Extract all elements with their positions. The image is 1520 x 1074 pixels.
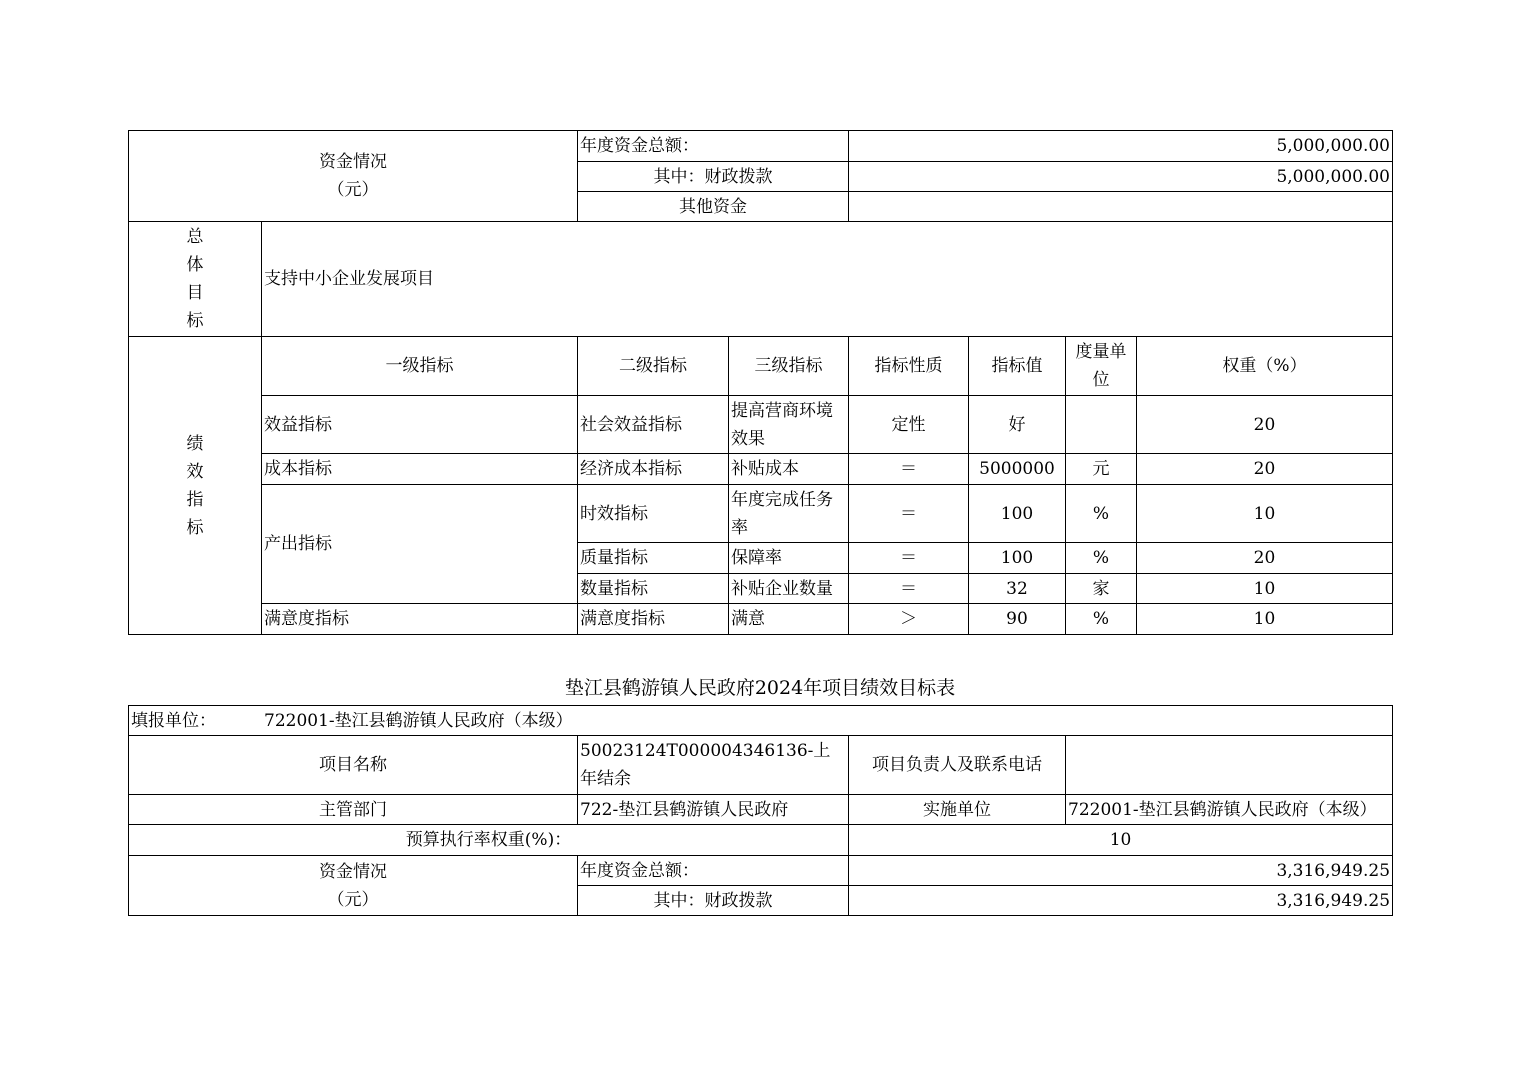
weight-cell: 10 <box>1137 574 1393 604</box>
impl-label: 实施单位 <box>849 795 1066 825</box>
reporting-unit-label: 填报单位： <box>131 710 216 731</box>
level2-cell: 经济成本指标 <box>578 454 729 485</box>
unit-cell: 家 <box>1066 574 1137 604</box>
weight-cell: 20 <box>1137 543 1393 574</box>
unit-cell: % <box>1066 485 1137 543</box>
table-row <box>129 604 1393 635</box>
fiscal-label: 其中：财政拨款 <box>578 886 849 916</box>
weight-cell: 20 <box>1137 396 1393 454</box>
weight-cell: 20 <box>1137 454 1393 485</box>
funding-label: 资金情况 <box>319 861 387 882</box>
level3-cell: 提高营商环境效果 <box>729 396 849 454</box>
fiscal-value: 5,000,000.00 <box>849 162 1393 192</box>
header-level1: 一级指标 <box>262 337 578 396</box>
fiscal-value: 3,316,949.25 <box>849 886 1393 916</box>
budget-weight-value: 10 <box>849 825 1393 856</box>
reporting-unit-value: 722001-垫江县鹤游镇人民政府（本级） <box>264 710 573 731</box>
header-nature: 指标性质 <box>849 337 969 396</box>
level3-cell: 保障率 <box>729 543 849 574</box>
impl-value: 722001-垫江县鹤游镇人民政府（本级） <box>1066 795 1393 825</box>
nature-cell: ＝ <box>849 543 969 574</box>
unit-cell: % <box>1066 604 1137 635</box>
perf-char: 标 <box>186 517 204 538</box>
dept-label: 主管部门 <box>129 795 578 825</box>
perf-char: 效 <box>186 461 204 482</box>
contact-label: 项目负责人及联系电话 <box>849 736 1066 795</box>
level1-cell: 效益指标 <box>262 396 578 454</box>
overall-goal-label <box>129 222 262 337</box>
annual-total-label: 年度资金总额： <box>578 131 849 162</box>
performance-table-top <box>128 130 1393 635</box>
level3-cell: 年度完成任务率 <box>729 485 849 543</box>
funding-label: 资金情况 <box>319 152 387 172</box>
value-cell: 5000000 <box>969 454 1066 485</box>
funding-label-cell <box>129 856 578 916</box>
goal-char: 体 <box>186 255 204 275</box>
funding-unit: （元） <box>327 180 379 200</box>
level3-cell: 补贴企业数量 <box>729 574 849 604</box>
goal-char: 目 <box>186 283 204 303</box>
nature-cell: ＝ <box>849 574 969 604</box>
nature-cell: ＝ <box>849 454 969 485</box>
weight-cell: 10 <box>1137 485 1393 543</box>
perf-char: 指 <box>186 489 204 510</box>
goal-char: 总 <box>186 227 204 247</box>
table-row <box>129 485 1393 543</box>
header-weight: 权重（%） <box>1137 337 1393 396</box>
unit-cell: 元 <box>1066 454 1137 485</box>
header-level3: 三级指标 <box>729 337 849 396</box>
value-cell: 100 <box>969 543 1066 574</box>
weight-cell: 10 <box>1137 604 1393 635</box>
header-level2: 二级指标 <box>578 337 729 396</box>
unit-cell <box>1066 396 1137 454</box>
level2-cell: 数量指标 <box>578 574 729 604</box>
value-cell: 32 <box>969 574 1066 604</box>
annual-total-value: 5,000,000.00 <box>849 131 1393 162</box>
level1-cell: 产出指标 <box>262 485 578 604</box>
reporting-unit-row <box>129 706 1393 736</box>
level1-cell: 成本指标 <box>262 454 578 485</box>
level2-cell: 质量指标 <box>578 543 729 574</box>
level1-cell: 满意度指标 <box>262 604 578 635</box>
project-name-value: 50023124T000004346136-上年结余 <box>578 736 849 795</box>
funding-label-cell <box>129 131 578 222</box>
other-funds-label: 其他资金 <box>578 192 849 222</box>
nature-cell: ＝ <box>849 485 969 543</box>
header-unit: 度量单位 <box>1066 337 1137 396</box>
budget-weight-label: 预算执行率权重(%)： <box>129 825 849 856</box>
other-funds-value <box>849 192 1393 222</box>
nature-cell: ＞ <box>849 604 969 635</box>
goal-char: 标 <box>186 311 204 331</box>
level2-cell: 社会效益指标 <box>578 396 729 454</box>
funding-unit: （元） <box>327 889 379 910</box>
performance-indicator-label <box>129 337 262 635</box>
annual-total-label: 年度资金总额： <box>578 856 849 886</box>
contact-value <box>1066 736 1393 795</box>
project-name-label: 项目名称 <box>129 736 578 795</box>
perf-char: 绩 <box>186 433 204 454</box>
header-value: 指标值 <box>969 337 1066 396</box>
fiscal-label: 其中：财政拨款 <box>578 162 849 192</box>
performance-table-bottom <box>128 705 1393 916</box>
annual-total-value: 3,316,949.25 <box>849 856 1393 886</box>
level2-cell: 时效指标 <box>578 485 729 543</box>
dept-value: 722-垫江县鹤游镇人民政府 <box>578 795 849 825</box>
level3-cell: 补贴成本 <box>729 454 849 485</box>
value-cell: 好 <box>969 396 1066 454</box>
overall-goal-text: 支持中小企业发展项目 <box>262 222 1393 337</box>
table-row <box>129 396 1393 454</box>
level2-cell: 满意度指标 <box>578 604 729 635</box>
page-title: 垫江县鹤游镇人民政府2024年项目绩效目标表 <box>564 677 956 699</box>
level3-cell: 满意 <box>729 604 849 635</box>
value-cell: 90 <box>969 604 1066 635</box>
value-cell: 100 <box>969 485 1066 543</box>
unit-cell: % <box>1066 543 1137 574</box>
nature-cell: 定性 <box>849 396 969 454</box>
table-row <box>129 454 1393 485</box>
